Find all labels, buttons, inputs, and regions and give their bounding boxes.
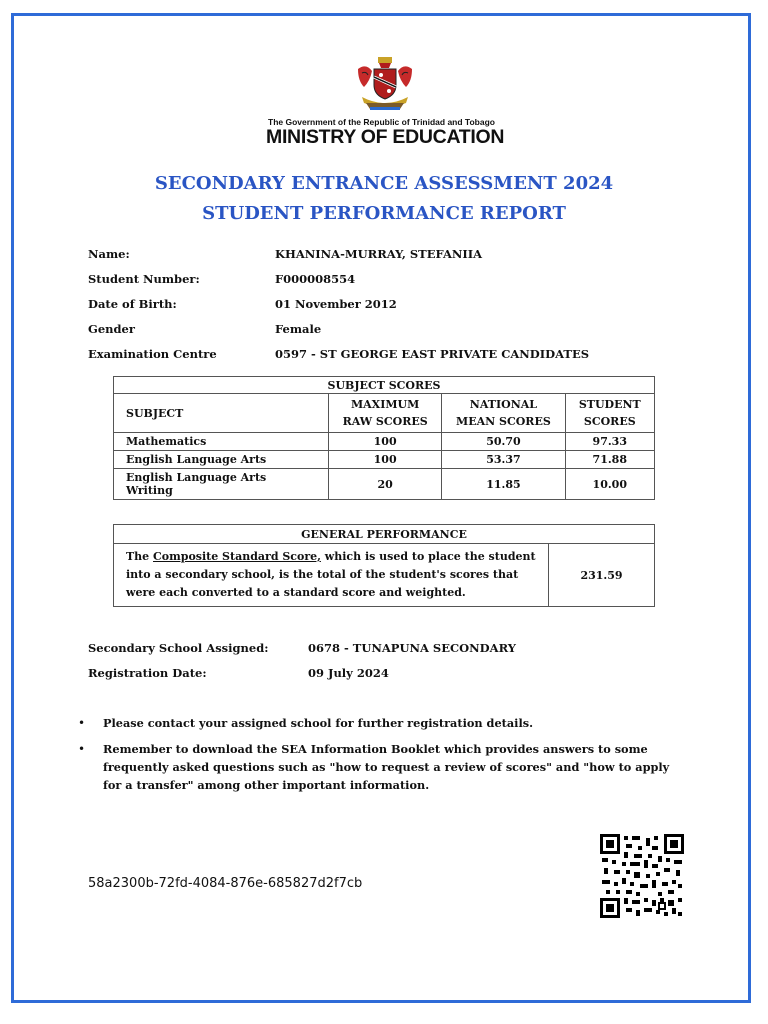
date-of-birth: 01 November 2012 bbox=[275, 297, 397, 311]
note-item: Please contact your assigned school for further registration details. bbox=[103, 716, 534, 730]
header-student-scores bbox=[565, 394, 654, 433]
general-caption-row bbox=[114, 525, 655, 544]
header-stu-line1: STUDENT bbox=[578, 398, 641, 411]
student-name: KHANINA-MURRAY, STEFANIIA bbox=[275, 247, 483, 261]
general-performance-table bbox=[113, 524, 655, 607]
header-nat-line1: NATIONAL bbox=[469, 398, 538, 411]
score-cell: 97.33 bbox=[565, 433, 654, 451]
max-cell: 100 bbox=[329, 451, 442, 469]
mean-cell: 11.85 bbox=[442, 469, 565, 500]
gender-value: Female bbox=[275, 322, 322, 336]
government-line: The Government of the Republic of Trinidad and Tobago bbox=[268, 117, 495, 127]
gender-label: Gender bbox=[88, 322, 135, 336]
ministry-name: MINISTRY OF EDUCATION bbox=[266, 126, 505, 148]
dob-label: Date of Birth: bbox=[88, 297, 177, 311]
subject-cell: English Language Arts bbox=[114, 451, 329, 469]
header-subject: SUBJECT bbox=[114, 394, 329, 433]
subject-cell: English Language Arts Writing bbox=[114, 469, 329, 500]
note-item: Remember to download the SEA Information Booklet which provides answers to some frequently asked questions such as "how to request a review of scores" and "how to apply for a transfer" among other important information. bbox=[103, 742, 670, 792]
general-performance-caption: GENERAL PERFORMANCE bbox=[114, 525, 655, 544]
school-assigned: 0678 - TUNAPUNA SECONDARY bbox=[308, 641, 516, 655]
name-label: Name: bbox=[88, 247, 130, 261]
max-cell: 100 bbox=[329, 433, 442, 451]
mean-cell: 50.70 bbox=[442, 433, 565, 451]
header-max-line1: MAXIMUM bbox=[350, 398, 420, 411]
table-row bbox=[114, 451, 655, 469]
score-cell: 71.88 bbox=[565, 451, 654, 469]
composite-score: 231.59 bbox=[549, 544, 655, 607]
subject-cell: Mathematics bbox=[114, 433, 329, 451]
header-max-raw bbox=[329, 394, 442, 433]
max-cell: 20 bbox=[329, 469, 442, 500]
exam-centre: 0597 - ST GEORGE EAST PRIVATE CANDIDATES bbox=[275, 347, 590, 361]
mean-cell: 53.37 bbox=[442, 451, 565, 469]
table-caption-row bbox=[114, 377, 655, 394]
bullet-icon: • bbox=[78, 716, 86, 730]
bullet-icon: • bbox=[78, 742, 86, 756]
header-max-line2: RAW SCORES bbox=[342, 415, 428, 428]
table-row bbox=[114, 469, 655, 500]
report-title-line2: STUDENT PERFORMANCE REPORT bbox=[202, 203, 566, 224]
general-row bbox=[114, 544, 655, 607]
subject-scores-table bbox=[113, 376, 655, 500]
school-assigned-label: Secondary School Assigned: bbox=[88, 641, 269, 655]
registration-date: 09 July 2024 bbox=[308, 666, 389, 680]
report-title-line1: SECONDARY ENTRANCE ASSESSMENT 2024 bbox=[154, 173, 614, 194]
table-header-row bbox=[114, 394, 655, 433]
table-row bbox=[114, 433, 655, 451]
composite-description bbox=[114, 544, 549, 607]
document-uuid: 58a2300b-72fd-4084-876e-685827d2f7cb bbox=[88, 876, 363, 891]
desc-suffix: which is used to place the student into a secondary school, is the total of the student's scores that were each converted to a standard score and weighted. bbox=[126, 550, 536, 599]
subject-scores-caption: SUBJECT SCORES bbox=[114, 377, 655, 394]
exam-centre-label: Examination Centre bbox=[88, 347, 217, 361]
header-nat-line2: MEAN SCORES bbox=[456, 415, 551, 428]
header-stu-line2: SCORES bbox=[583, 415, 636, 428]
registration-date-label: Registration Date: bbox=[88, 666, 207, 680]
composite-score-term: Composite Standard Score, bbox=[153, 550, 321, 563]
student-number: F000008554 bbox=[275, 272, 356, 286]
score-cell: 10.00 bbox=[565, 469, 654, 500]
coat-of-arms-icon bbox=[352, 55, 418, 113]
student-number-label: Student Number: bbox=[88, 272, 200, 286]
qr-code-icon bbox=[600, 834, 684, 918]
header-national-mean bbox=[442, 394, 565, 433]
desc-prefix: The bbox=[126, 550, 154, 563]
